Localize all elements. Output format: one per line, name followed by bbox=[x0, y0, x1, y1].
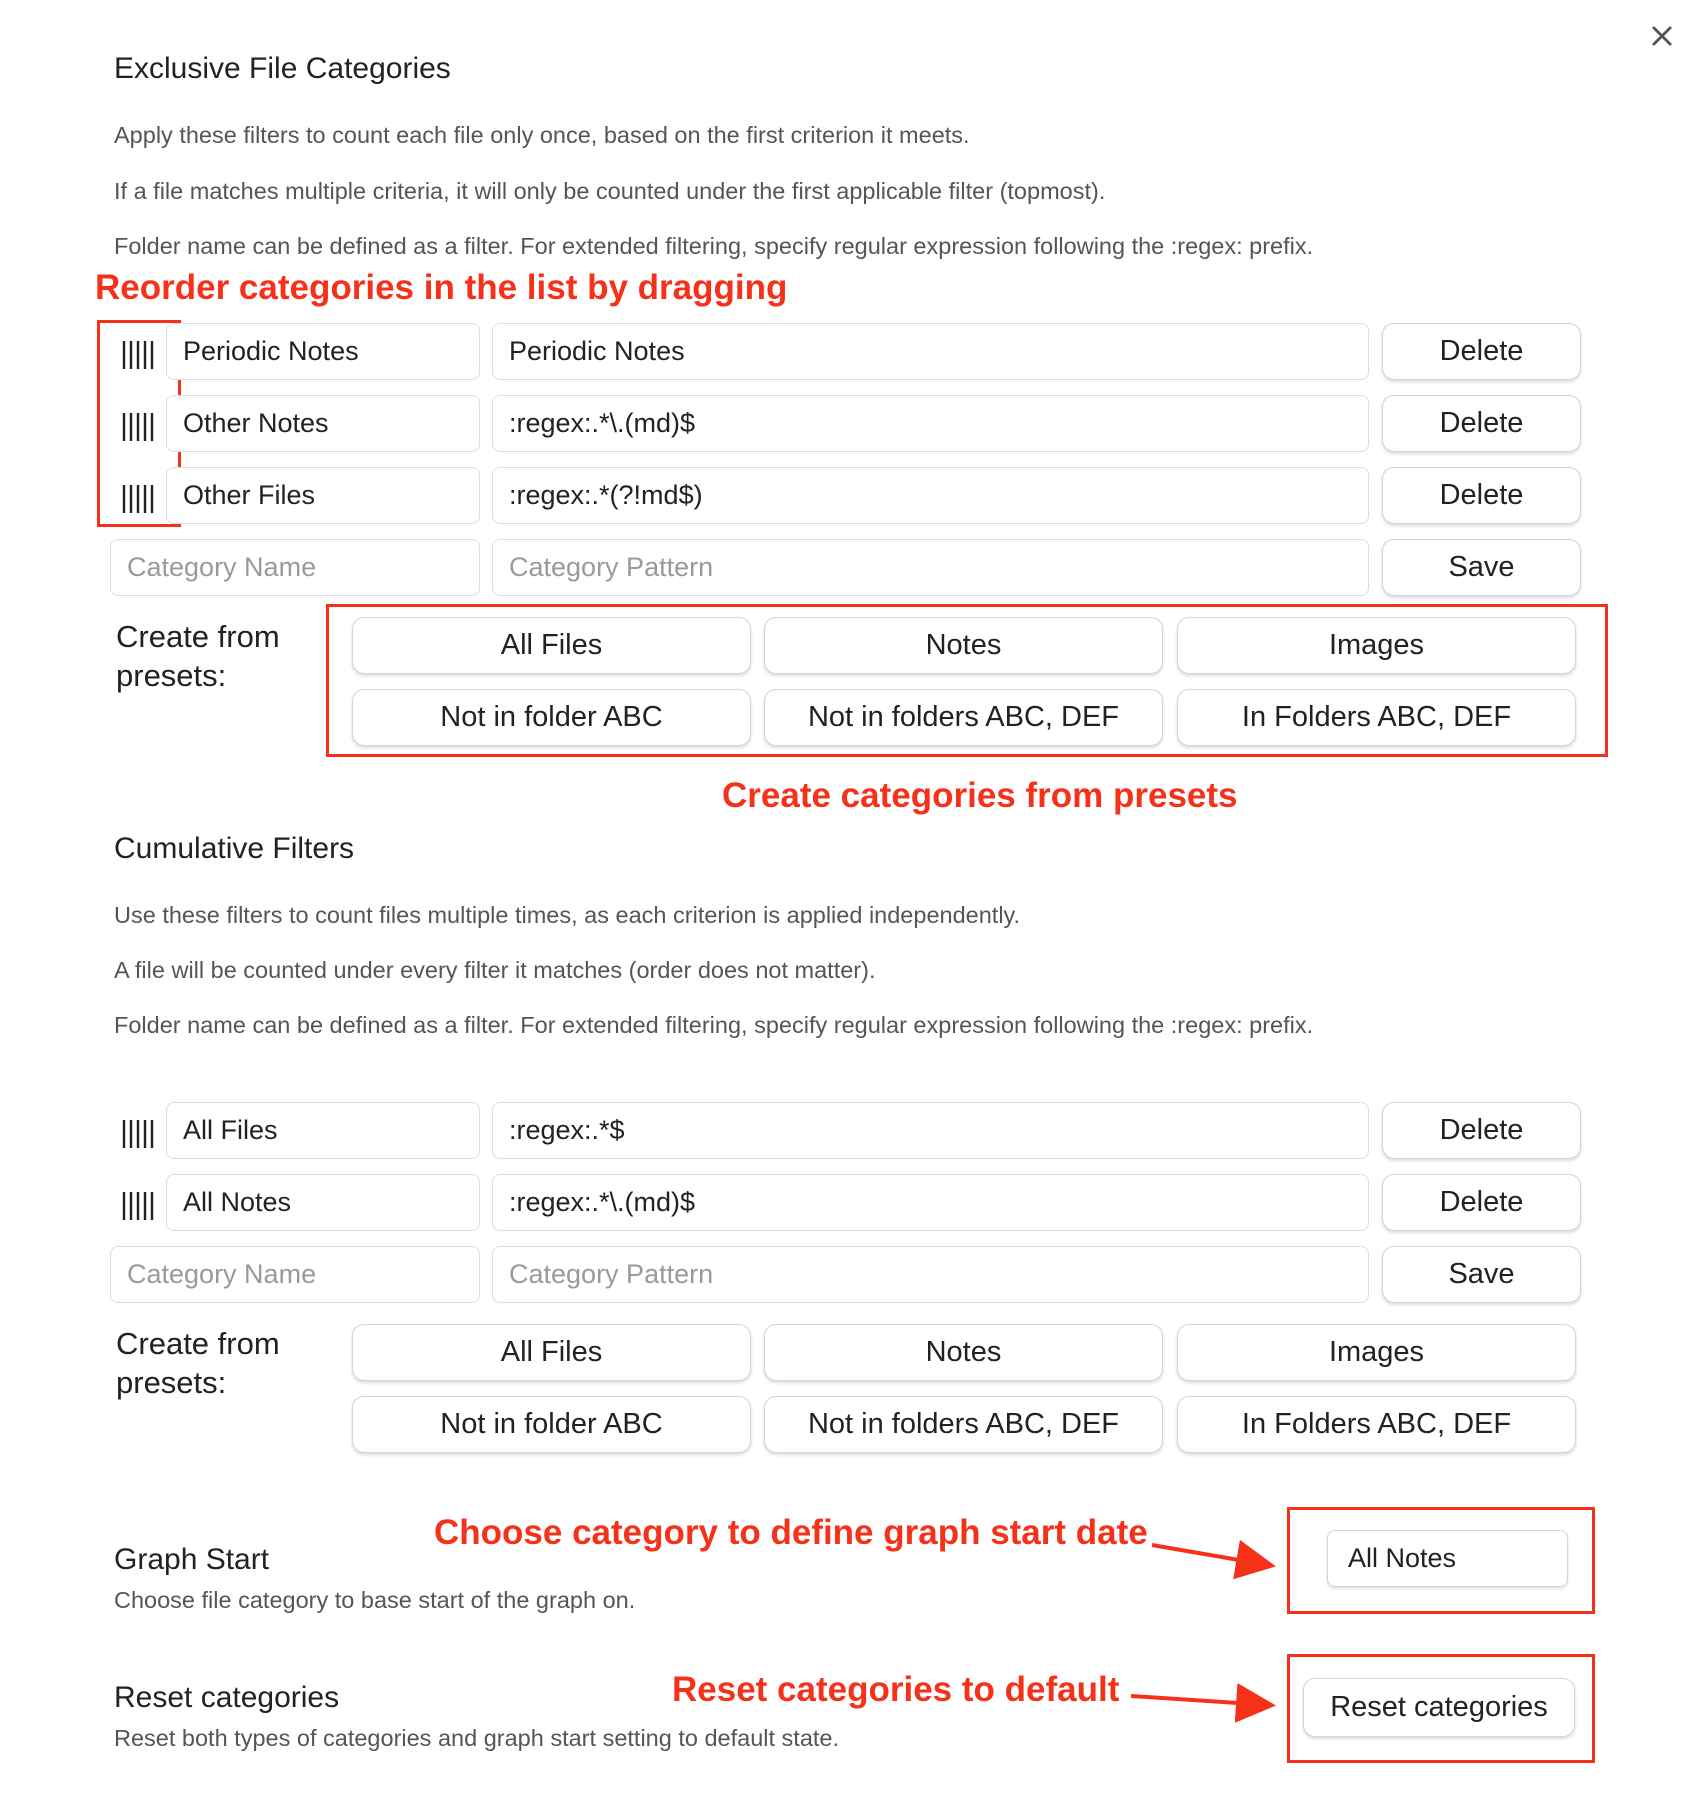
new-category-name-input[interactable] bbox=[110, 1246, 480, 1303]
category-name-input[interactable] bbox=[166, 467, 480, 524]
category-pattern-input[interactable] bbox=[492, 1174, 1369, 1231]
annotation-arrow-graph-start bbox=[1152, 1545, 1268, 1565]
preset-not-in-folders-button[interactable]: Not in folders ABC, DEF bbox=[764, 1396, 1163, 1453]
drag-handle-icon bbox=[120, 339, 156, 371]
annotation-reset: Reset categories to default bbox=[672, 1670, 1120, 1709]
cumulative-desc-3: Folder name can be defined as a filter. For extended filtering, specify regular expression following the :regex: prefix. bbox=[114, 1012, 1314, 1038]
presets-label: Create from presets: bbox=[116, 619, 280, 693]
preset-images-button[interactable]: Images bbox=[1177, 617, 1576, 674]
drag-handle[interactable] bbox=[118, 479, 158, 519]
exclusive-desc-3: Folder name can be defined as a filter. For extended filtering, specify regular expression following the :regex: prefix. bbox=[114, 233, 1314, 259]
category-name-input[interactable] bbox=[166, 1102, 480, 1159]
category-pattern-input[interactable] bbox=[492, 1102, 1369, 1159]
category-name-input[interactable] bbox=[166, 323, 480, 380]
new-category-name-input[interactable] bbox=[110, 539, 480, 596]
delete-button[interactable]: Delete bbox=[1382, 1102, 1581, 1159]
close-icon bbox=[1648, 22, 1676, 50]
delete-button[interactable]: Delete bbox=[1382, 323, 1581, 380]
drag-handle-icon bbox=[120, 411, 156, 443]
save-button[interactable]: Save bbox=[1382, 539, 1581, 596]
drag-handle-icon bbox=[120, 1118, 156, 1150]
drag-handle[interactable] bbox=[118, 1186, 158, 1226]
category-name-input[interactable] bbox=[166, 395, 480, 452]
preset-images-button[interactable]: Images bbox=[1177, 1324, 1576, 1381]
preset-notes-button[interactable]: Notes bbox=[764, 617, 1163, 674]
delete-button[interactable]: Delete bbox=[1382, 395, 1581, 452]
close-button[interactable] bbox=[1640, 14, 1684, 58]
preset-all-files-button[interactable]: All Files bbox=[352, 1324, 751, 1381]
annotation-reorder: Reorder categories in the list by dragging bbox=[95, 268, 788, 307]
annotation-arrow-reset bbox=[1131, 1696, 1268, 1705]
preset-not-in-folder-button[interactable]: Not in folder ABC bbox=[352, 689, 751, 746]
reset-categories-button[interactable]: Reset categories bbox=[1303, 1678, 1575, 1737]
category-pattern-input[interactable] bbox=[492, 395, 1369, 452]
reset-title: Reset categories bbox=[114, 1681, 340, 1714]
annotation-graph-start: Choose category to define graph start date bbox=[434, 1513, 1148, 1552]
new-category-pattern-input[interactable] bbox=[492, 1246, 1369, 1303]
preset-notes-button[interactable]: Notes bbox=[764, 1324, 1163, 1381]
preset-not-in-folders-button[interactable]: Not in folders ABC, DEF bbox=[764, 689, 1163, 746]
drag-handle[interactable] bbox=[118, 1114, 158, 1154]
category-pattern-input[interactable] bbox=[492, 467, 1369, 524]
exclusive-title: Exclusive File Categories bbox=[114, 52, 451, 85]
reset-desc: Reset both types of categories and graph start setting to default state. bbox=[114, 1725, 840, 1751]
preset-in-folders-button[interactable]: In Folders ABC, DEF bbox=[1177, 1396, 1576, 1453]
graph-start-select[interactable] bbox=[1327, 1530, 1568, 1587]
drag-handle[interactable] bbox=[118, 335, 158, 375]
graph-start-desc: Choose file category to base start of the graph on. bbox=[114, 1587, 636, 1613]
exclusive-desc-1: Apply these filters to count each file only once, based on the first criterion it meets. bbox=[114, 122, 970, 148]
annotation-presets: Create categories from presets bbox=[722, 776, 1238, 815]
drag-handle-icon bbox=[120, 483, 156, 515]
preset-in-folders-button[interactable]: In Folders ABC, DEF bbox=[1177, 689, 1576, 746]
delete-button[interactable]: Delete bbox=[1382, 1174, 1581, 1231]
cumulative-desc-2: A file will be counted under every filter it matches (order does not matter). bbox=[114, 957, 876, 983]
drag-handle[interactable] bbox=[118, 407, 158, 447]
delete-button[interactable]: Delete bbox=[1382, 467, 1581, 524]
category-pattern-input[interactable] bbox=[492, 323, 1369, 380]
graph-start-title: Graph Start bbox=[114, 1543, 270, 1576]
presets-label: Create from presets: bbox=[116, 1326, 280, 1400]
preset-all-files-button[interactable]: All Files bbox=[352, 617, 751, 674]
preset-not-in-folder-button[interactable]: Not in folder ABC bbox=[352, 1396, 751, 1453]
category-name-input[interactable] bbox=[166, 1174, 480, 1231]
save-button[interactable]: Save bbox=[1382, 1246, 1581, 1303]
new-category-pattern-input[interactable] bbox=[492, 539, 1369, 596]
drag-handle-icon bbox=[120, 1190, 156, 1222]
cumulative-title: Cumulative Filters bbox=[114, 832, 355, 865]
exclusive-desc-2: If a file matches multiple criteria, it will only be counted under the first applicable filter (topmost). bbox=[114, 178, 1106, 204]
cumulative-desc-1: Use these filters to count files multiple times, as each criterion is applied independently. bbox=[114, 902, 1021, 928]
graph-start-selected: All Notes bbox=[1348, 1543, 1457, 1573]
